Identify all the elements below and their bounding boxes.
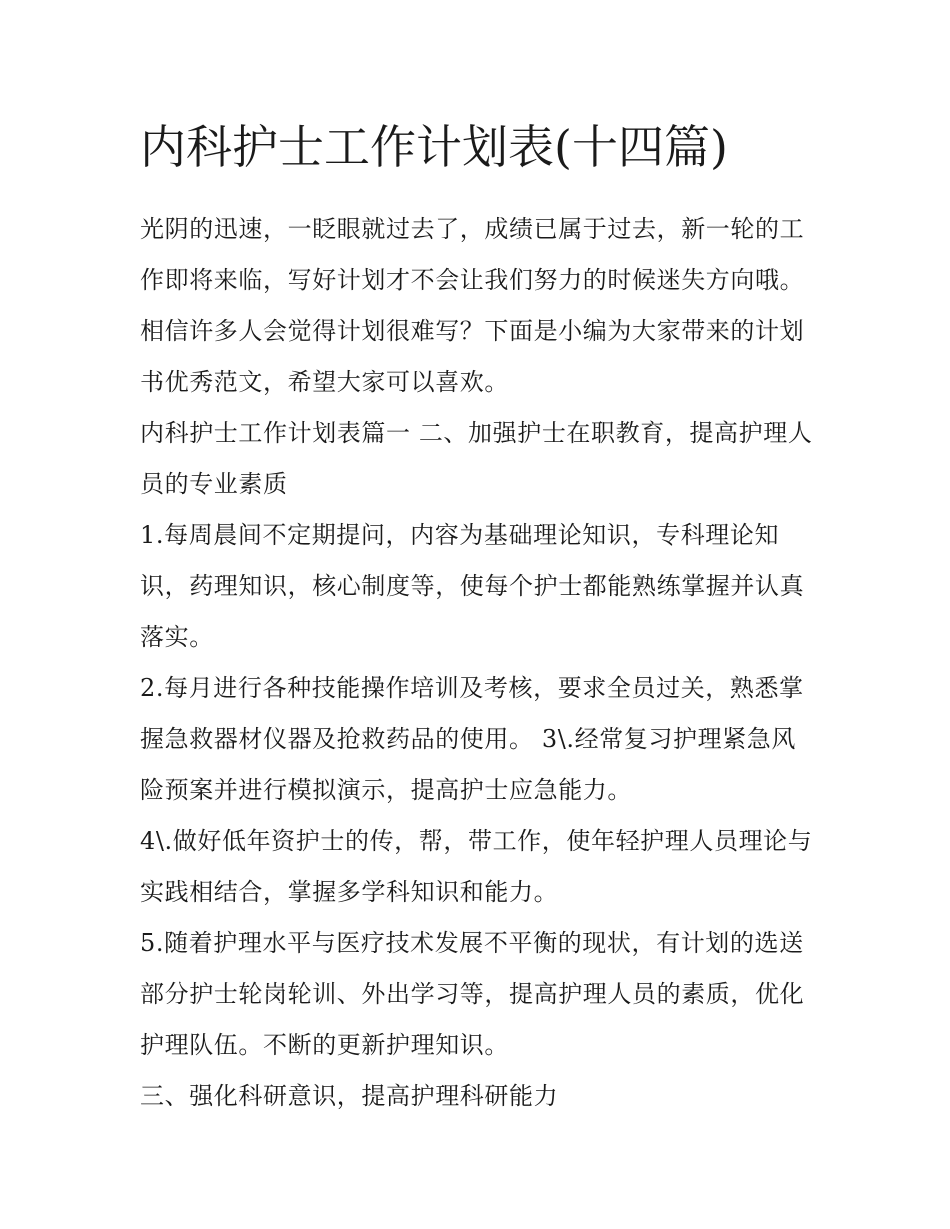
paragraph-section-two-heading: 内科护士工作计划表篇一 二、加强护士在职教育，提高护理人员的专业素质 (140, 419, 813, 498)
paragraph-section-three-heading: 三、强化科研意识，提高护理科研能力 (140, 1082, 559, 1110)
document-page (140, 112, 820, 1122)
paragraph-item-5: 5.随着护理水平与医疗技术发展不平衡的现状，有计划的选送部分护士轮岗轮训、外出学习等，提高护理人员的素质，优化护理队伍。不断的更新护理知识。 (140, 929, 805, 1059)
paragraph-item-4: 4\.做好低年资护士的传，帮，带工作，使年轻护理人员理论与实践相结合，掌握多学科知识和能力。 (140, 827, 813, 906)
paragraph-item-2-3: 2.每月进行各种技能操作培训及考核，要求全员过关，熟悉掌握急救器材仪器及抢救药品的使用。 3\.经常复习护理紧急风险预案并进行模拟演示，提高护士应急能力。 (140, 674, 804, 804)
document-title: 内科护士工作计划表(十四篇) (140, 120, 728, 174)
paragraph-item-1: 1.每周晨间不定期提问，内容为基础理论知识，专科理论知识，药理知识，核心制度等，使每个护士都能熟练掌握并认真落实。 (140, 521, 805, 651)
paragraph-intro: 光阴的迅速，一眨眼就过去了，成绩已属于过去，新一轮的工作即将来临，写好计划才不会让我们努力的时候迷失方向哦。相信许多人会觉得计划很难写？下面是小编为大家带来的计划书优秀范文，希望大家可以喜欢。 (140, 215, 805, 396)
